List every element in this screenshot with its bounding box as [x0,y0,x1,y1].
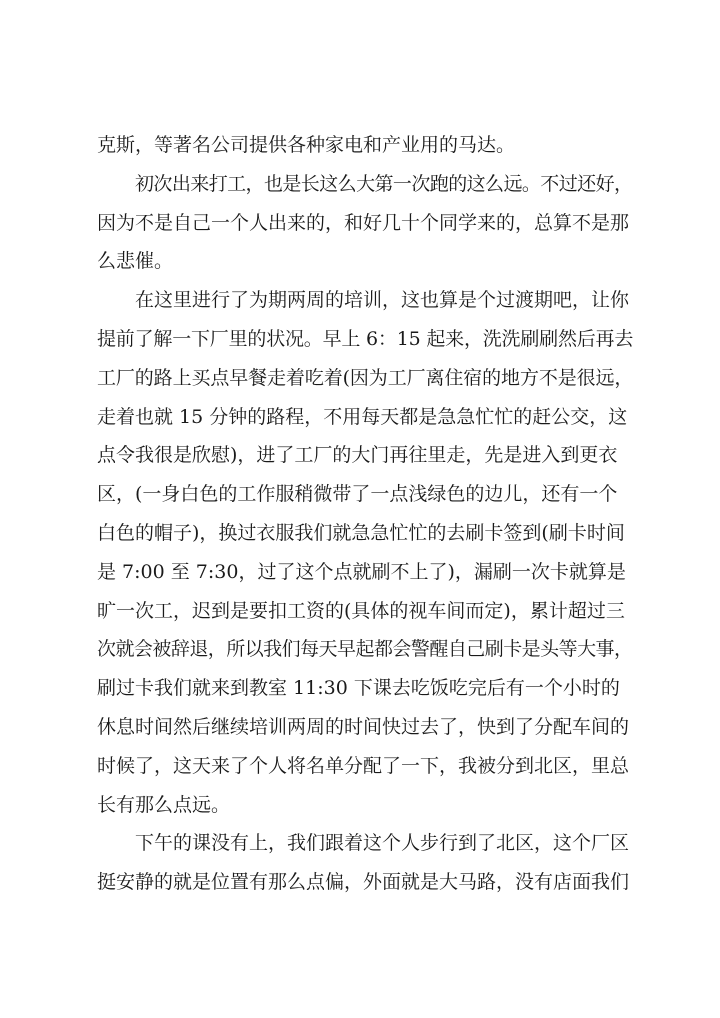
text-line: 走着也就 15 分钟的路程，不用每天都是急急忙忙的赶公交，这 [97,405,628,428]
body-text [97,126,633,902]
text-line: 刷过卡我们就来到教室 11:30 下课去吃饭吃完后有一个小时的 [97,677,620,700]
text-line: 是 7:00 至 7:30，过了这个点就刷不上了)，漏刷一次卡就算是 [97,560,626,583]
text-line: 区，(一身白色的工作服稍微带了一点浅绿色的边儿，还有一个 [97,483,618,506]
text-line: 挺安静的就是位置有那么点偏，外面就是大马路，没有店面我们 [97,871,630,894]
text-line: 休息时间然后继续培训两周的时间快过去了，快到了分配车间的 [97,715,630,738]
text-line: 因为不是自己一个人出来的，和好几十个同学来的，总算不是那 [97,211,630,234]
text-line: 克斯，等著名公司提供各种家电和产业用的马达。 [97,134,516,156]
text-line: 时候了，这天来了个人将名单分配了一下，我被分到北区，里总 [97,754,630,777]
text-line: 白色的帽子)，换过衣服我们就急急忙忙的去刷卡签到(刷卡时间 [97,521,625,544]
text-line: 在这里进行了为期两周的培训，这也算是个过渡期吧，让你 [135,289,630,312]
text-line: 么悲催。 [97,250,174,273]
text-line: 提前了解一下厂里的状况。早上 6：15 起来，洗洗刷刷然后再去 [97,327,634,350]
text-line: 下午的课没有上，我们跟着这个人步行到了北区，这个厂区 [135,832,630,855]
text-line: 初次出来打工，也是长这么大第一次跑的这么远。不过还好， [135,172,633,195]
text-line: 旷一次工，迟到是要扣工资的(具体的视车间而定)，累计超过三 [97,599,625,622]
text-line: 长有那么点远。 [97,793,231,816]
text-line: 工厂的路上买点早餐走着吃着(因为工厂离住宿的地方不是很远， [97,366,634,389]
text-line: 点令我很是欣慰)，进了工厂的大门再往里走，先是进入到更衣 [97,444,618,467]
text-line: 次就会被辞退，所以我们每天早起都会警醒自己刷卡是头等大事， [97,638,633,661]
